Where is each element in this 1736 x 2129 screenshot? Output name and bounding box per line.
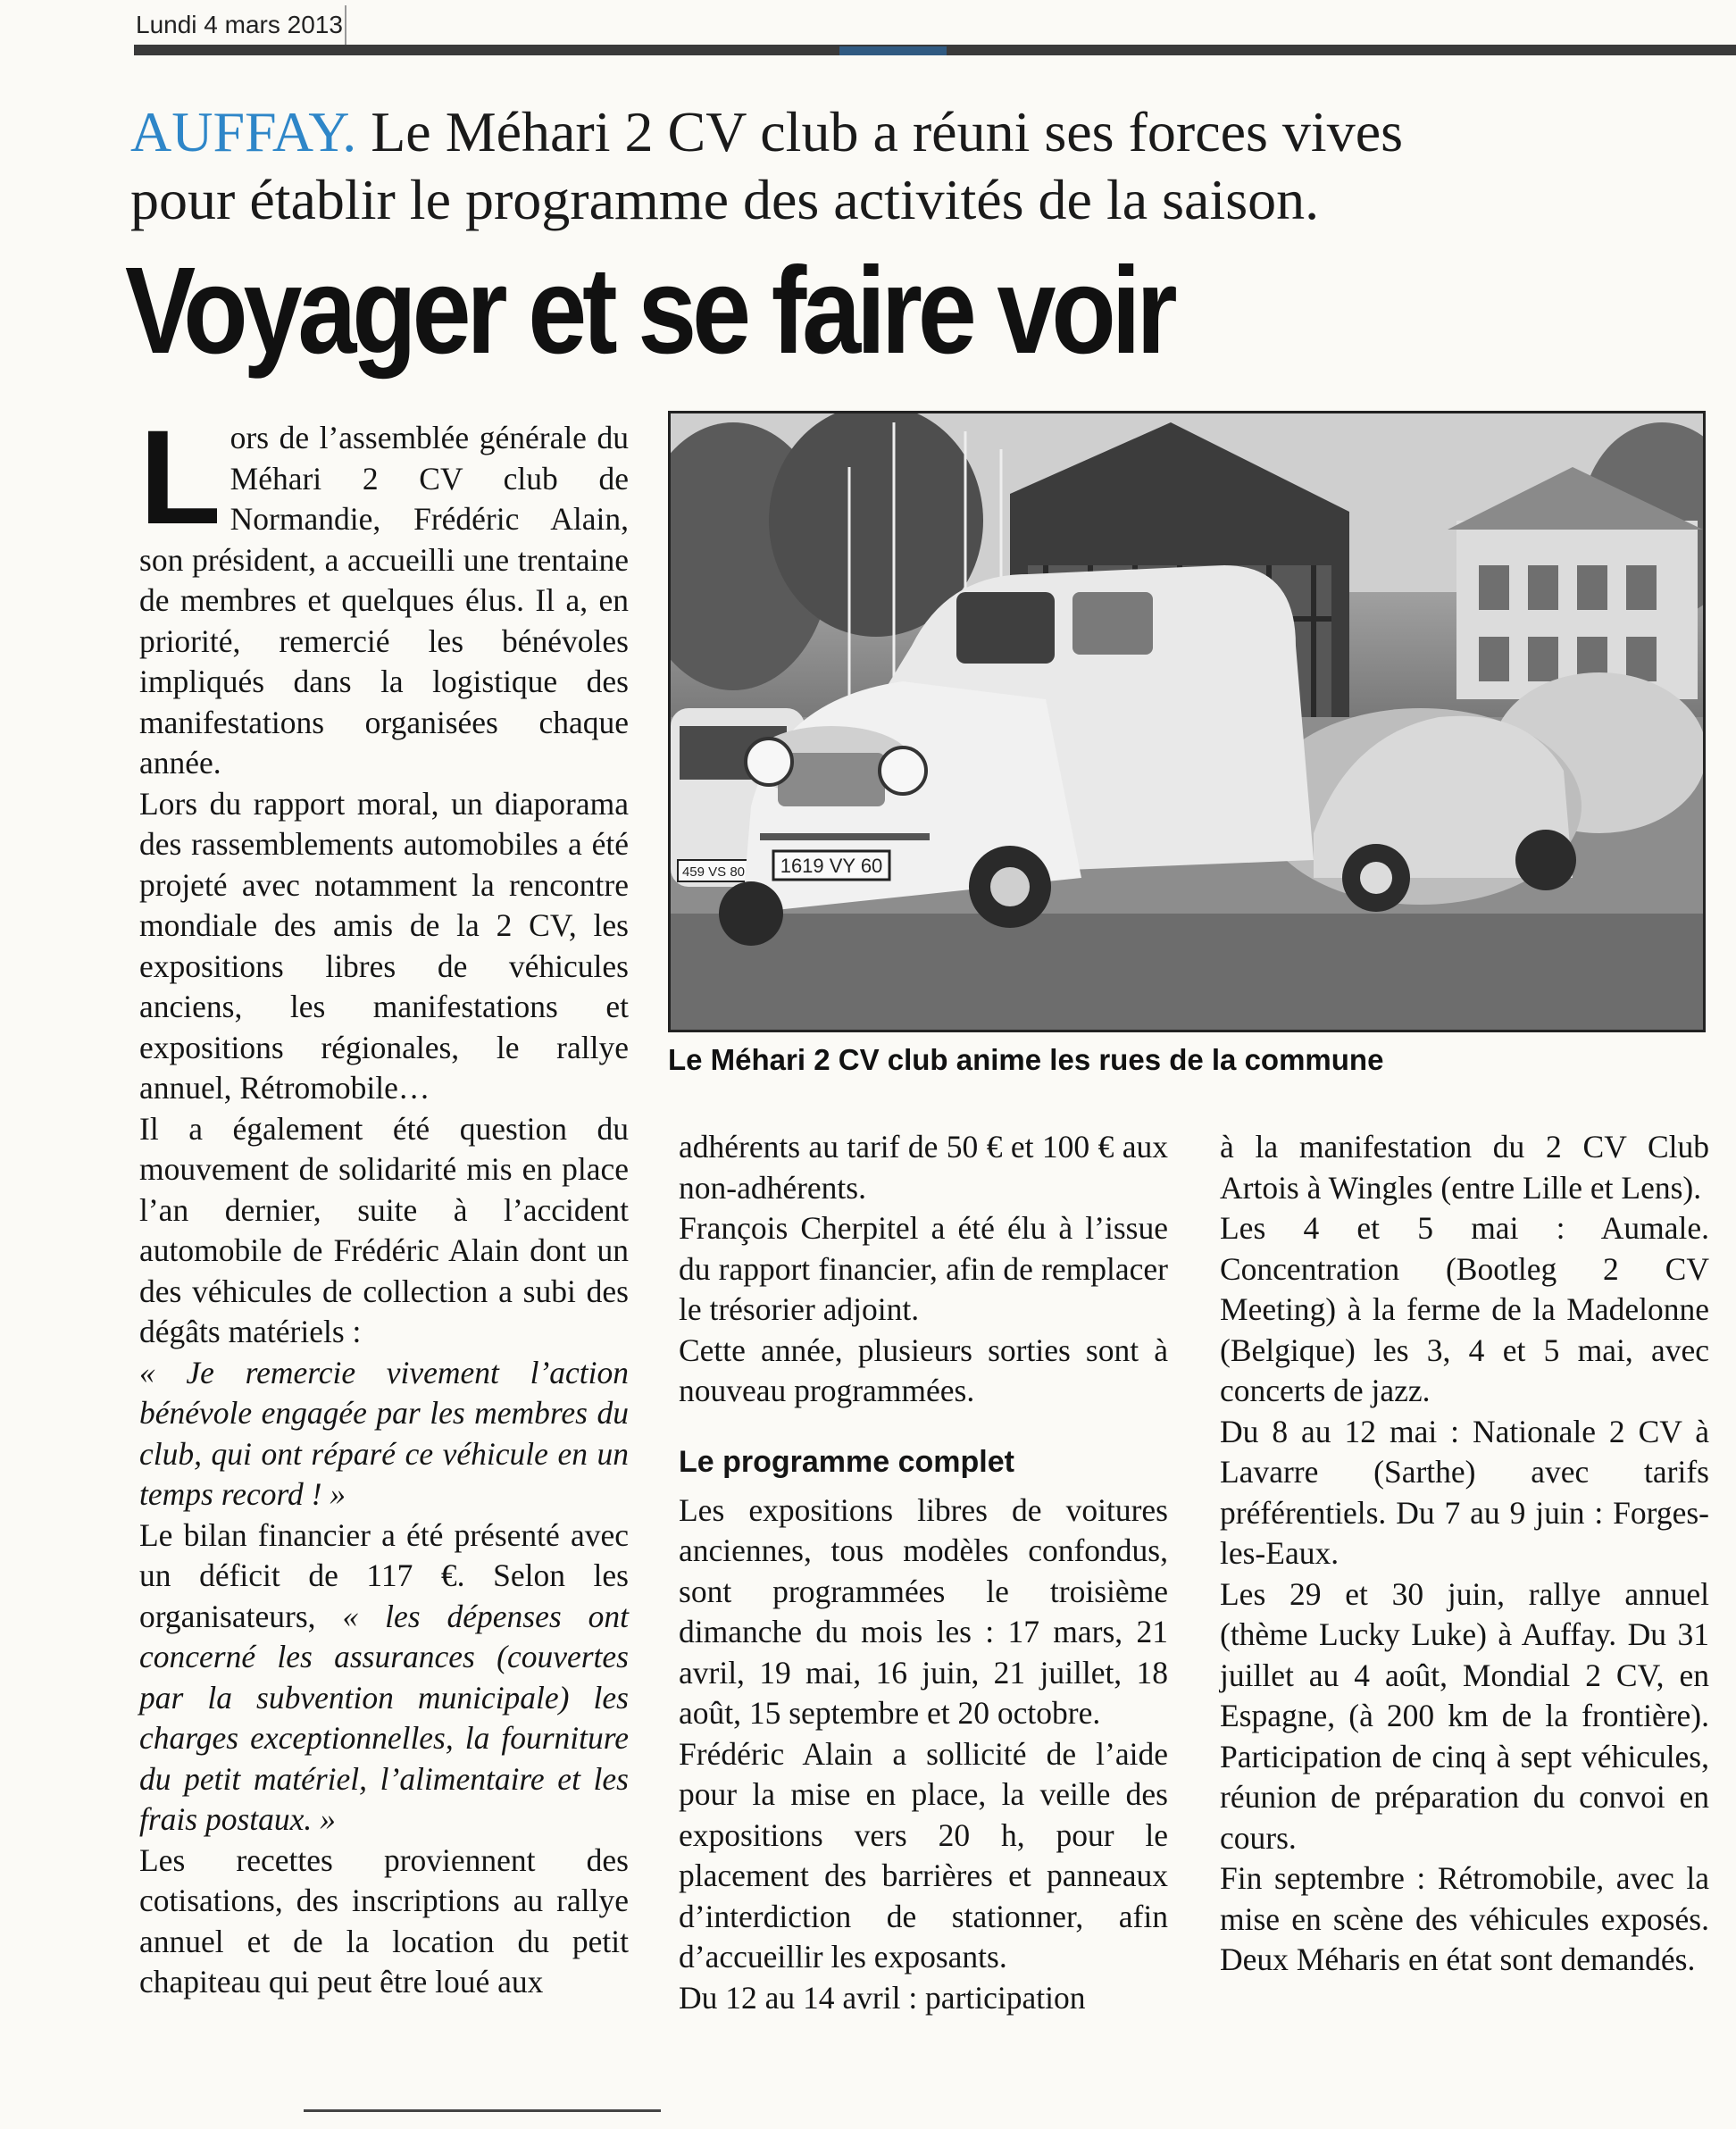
subheading: Le programme complet (679, 1444, 1014, 1479)
article-photo (668, 411, 1706, 1032)
paragraph (139, 1109, 629, 1515)
paragraph: Les recettes proviennent des cotisations, des inscriptions au rallye annuel et de la location du petit chapiteau qui peut être loué aux (139, 1841, 629, 2000)
quote: « les dépenses ont concerné les assurances (couvertes par la subvention municipale) les charges exceptionnelles, la fourniture du petit matériel, l’alimentaire et les frais postaux. » (139, 1598, 630, 1837)
drop-cap: L (139, 402, 221, 552)
kicker-line2: pour établir le programme des activités de la saison. (130, 168, 1320, 231)
paragraph-text: Le bilan financier a été présenté avec un déficit de 117 €. Selon les organisateurs, (139, 1516, 629, 1634)
plate-left: 459 VS 80 (681, 864, 746, 880)
paragraph: Les expositions libres de voitures anciennes, tous modèles confondus, sont programmées le troisième dimanche du mois les : 17 mars, 21 avril, 19 mai, 16 juin, 21 juillet, 18 août, 15 septembre et 20 octobre. (679, 1491, 1168, 1731)
paragraph: Cette année, plusieurs sorties sont à nouveau programmées. (679, 1332, 1168, 1408)
paragraph: Frédéric Alain a sollicité de l’aide pour la mise en place, la veille des expositions vers 20 h, pour le placement des barrières et panneaux d’interdiction de stationner, afin d’accueillir les exposants. (679, 1735, 1168, 1975)
paragraph: Du 8 au 12 mai : Nationale 2 CV à Lavarre (Sarthe) avec tarifs préférentiels. Du 7 au 9 juin : Forges-les-Eaux. (1220, 1413, 1709, 1571)
paragraph-text: Il a également été question du mouvement de solidarité mis en place l’an dernier, suite à l’accident automobile de Frédéric Alain dont un des véhicules de collection a subi des dégâts matériels : (139, 1110, 629, 1349)
photo-caption: Le Méhari 2 CV club anime les rues de la commune (668, 1043, 1384, 1076)
paragraph: Du 12 au 14 avril : participation (679, 1979, 1086, 2016)
column-2 (679, 1127, 1168, 2018)
paragraph: adhérents au tarif de 50 € et 100 € aux non-adhérents. (679, 1129, 1168, 1206)
quote: « Je remercie vivement l’action bénévole engagée par les membres du club, qui ont réparé ce véhicule en un temps record ! » (139, 1354, 629, 1512)
paragraph: Lors du rapport moral, un diaporama des rassemblements automobiles a été projeté avec notamment la rencontre mondiale des amis de la 2 CV, les expositions libres de véhicules anciens, les manifestations et expositions régionales, le rallye annuel, Rétromobile… (139, 785, 629, 1106)
dateline: Lundi 4 mars 2013 (136, 11, 343, 38)
column-1 (139, 402, 630, 2003)
kicker-line1: Le Méhari 2 CV club a réuni ses forces vives (356, 100, 1403, 163)
kicker (130, 98, 1702, 234)
paragraph: Fin septembre : Rétromobile, avec la mise en scène des véhicules exposés. Deux Méharis en état sont demandés. (1220, 1860, 1709, 1977)
headline: Voyager et se faire voir (125, 242, 1173, 380)
paragraph: François Cherpitel a été élu à l’issue du rapport financier, afin de remplacer le trésorier adjoint. (679, 1210, 1168, 1327)
paragraph (139, 402, 629, 784)
photo-illustration (671, 413, 1703, 1030)
kicker-place: AUFFAY. (130, 100, 357, 163)
paragraph (139, 1515, 629, 1841)
column-3 (1220, 1127, 1709, 1981)
paragraph: Les 4 et 5 mai : Aumale. Concentration (Bootleg 2 CV Meeting) à la ferme de la Madelonne (Belgique) les 3, 4 et 5 mai, avec concerts de jazz. (1220, 1210, 1709, 1408)
top-rule-accent (839, 46, 947, 55)
bottom-rule (304, 2109, 661, 2112)
paragraph-text: ors de l’assemblée générale du Méhari 2 CV club de Normandie, Frédéric Alain, son président, a accueilli une trentaine de membres et quelques élus. Il a, en priorité, remercié les bénévoles impliqués dans la logistique des manifestations organisées chaque année. (139, 420, 629, 781)
paragraph: à la manifestation du 2 CV Club Artois à Wingles (entre Lille et Lens). (1220, 1129, 1709, 1206)
plate-front: 1619 VY 60 (780, 855, 883, 877)
paragraph: Les 29 et 30 juin, rallye annuel (thème Lucky Luke) à Auffay. Du 31 juillet au 4 août, Mondial 2 CV, en Espagne, (à 200 km de la frontière). Participation de cinq à sept véhicules, réunion de préparation du convoi en cours. (1220, 1575, 1709, 1856)
